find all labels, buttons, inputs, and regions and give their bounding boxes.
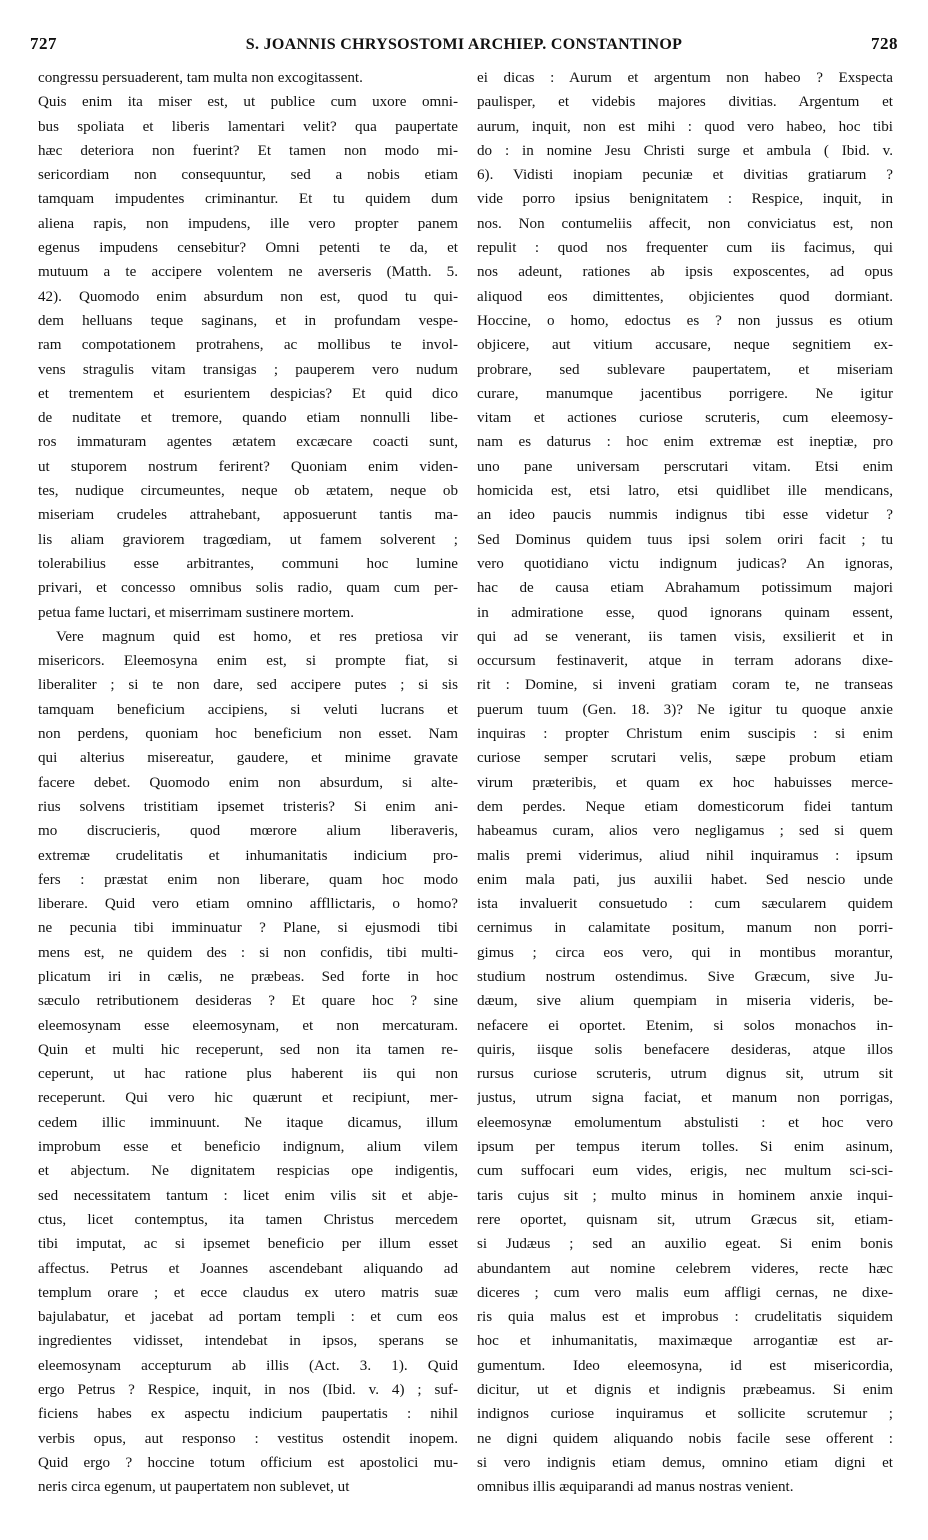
text-line: omnibus illis æquiparandi ad manus nostras venient. <box>477 1479 794 1496</box>
text-line: non perdens, quoniam hoc beneficium non esset. Nam <box>38 726 458 743</box>
running-title: S. JOANNIS CHRYSOSTOMI ARCHIEP. CONSTANTINOP <box>245 36 683 53</box>
text-line: si Judæus ; sed an auxilio egeat. Si enim bonis <box>477 1236 893 1253</box>
text-line: lis aliam graviorem tragœdiam, ut famem solverent ; <box>38 531 458 548</box>
text-line: cum suffocari eum vides, erigis, nec multum sci-sci- <box>477 1163 893 1180</box>
text-line: eleemosynam accepturum ab illis (Act. 3. 1). Quid <box>38 1357 458 1374</box>
text-line: congressu persuaderent, tam multa non excogitassent. <box>38 70 363 86</box>
running-header <box>30 34 898 62</box>
text-line: malis premi viderimus, aliud nihil inquiramus : ipsum <box>477 847 893 864</box>
text-line: ram compotationem protrahens, ac mollibus te invol- <box>38 337 458 354</box>
text-line: bus spoliata et liberis lamentari velit? qua paupertate <box>38 118 458 135</box>
text-line: vitam et actiones curiose scruteris, cum eleemosy- <box>477 410 893 427</box>
text-line: ceperunt, ut hac ratione plus haberent iis qui non <box>38 1066 458 1083</box>
text-line: taris cujus sit ; multo minus in hominem anxie inqui- <box>477 1187 893 1204</box>
text-line: vens stragulis vitam transigas ; pauperem vero nudum <box>38 361 458 378</box>
text-line: uno pane universam perscrutari vitam. Etsi enim <box>477 458 893 475</box>
text-line: ergo Petrus ? Respice, inquit, in nos (Ibid. v. 4) ; suf- <box>38 1382 458 1399</box>
text-line: ei dicas : Aurum et argentum non habeo ? Exspecta <box>477 70 893 86</box>
text-line: inquiras : propter Christum enim suscipis : si enim <box>477 726 893 743</box>
text-line: objicere, aut vitium accusare, neque segnitiem ex- <box>477 337 893 354</box>
text-line: gumentum. Ideo eleemosyna, id est misericordia, <box>477 1357 893 1374</box>
text-line: ut stuporem nostrum ferirent? Quoniam enim viden- <box>38 458 458 475</box>
text-line: sæculo retributionem desideras ? Et quare hoc ? sine <box>38 993 458 1010</box>
text-line: templum orare ; et ecce claudus ex utero matris suæ <box>38 1284 458 1301</box>
text-line: ris quia malus est et improbus : crudelitatis siquidem <box>477 1309 893 1326</box>
text-line: dæum, sive alium quempiam in miseria videris, be- <box>477 993 893 1010</box>
text-line: hoc et inhumanitatis, maximæque arrogantiæ est ar- <box>477 1333 893 1350</box>
text-line: enim mala pati, jus auxilii habet. Sed nescio unde <box>477 871 893 888</box>
text-line: vero quotidiano victu indignum judicas? An ignoras, <box>477 555 893 572</box>
text-line: Vere magnum quid est homo, et res pretiosa vir <box>56 628 458 645</box>
text-line: abundantem aut nomine celebrem videres, recte hæc <box>477 1260 893 1277</box>
text-line: affectus. Petrus et Joannes ascendebant aliquando ad <box>38 1260 458 1277</box>
text-line: ne digni quidem aliquando nobis facile sese offerent : <box>477 1430 893 1447</box>
text-line: tibi imputat, ac si ipsemet beneficio per illum esset <box>38 1236 458 1253</box>
text-line: eleemosynam esse eleemosynam, et non mercaturam. <box>38 1017 458 1034</box>
text-line: curiose semper scrutari velis, sæpe probum etiam <box>477 750 893 767</box>
text-line: homicida est, etsi latro, etsi quidlibet ille mendicans, <box>477 483 893 500</box>
text-line: mutuum a te accipere volentem ne averseris (Matth. 5. <box>38 264 458 281</box>
right-page-number: 728 <box>871 34 898 53</box>
text-line: improbum esse et beneficio indignum, alium vilem <box>38 1139 458 1156</box>
text-line: an ideo paucis nummis indignus tibi esse videtur ? <box>477 507 893 524</box>
text-line: quiris, iisque solis benefacere desideras, atque illos <box>477 1041 893 1058</box>
text-line: Quid ergo ? hoccine totum officium est apostolici mu- <box>38 1454 458 1471</box>
text-line: si vero indignis etiam demus, omnino etiam digni et <box>477 1454 893 1471</box>
text-line: qui ad se venerant, iis tamen visis, exsilierit et in <box>477 628 893 645</box>
text-line: tolerabilius esse arbitrantes, communi hoc lumine <box>38 555 458 572</box>
text-line: hæc deteriora non fuerint? Et tamen non modo mi- <box>38 142 458 159</box>
text-line: dem helluans teque saginans, et in profundam vespe- <box>38 312 458 329</box>
text-line: rursus curiose scruteris, utrum dignus sit, utrum sit <box>477 1066 893 1083</box>
text-line: bajulabatur, et jacebat ad portam templi : et cum eos <box>38 1309 458 1326</box>
right-text-column <box>477 66 893 1500</box>
text-line: repulit : quod nos frequenter cum iis facimus, qui <box>477 240 893 257</box>
text-line: vide porro ipsius benignitatem : Respice, inquit, in <box>477 191 893 208</box>
text-line: facere debet. Quomodo enim non absurdum, si alte- <box>38 774 458 791</box>
text-line: aurum, inquit, non est mihi : quod vero habeo, hoc tibi <box>477 118 893 135</box>
text-line: aliquod eos dimittentes, objicientes quod dormiant. <box>477 288 893 305</box>
text-line: nos. Non contumeliis affecit, non conviciatus est, non <box>477 215 893 232</box>
text-line: qui alterius misereatur, gaudere, et minime gravate <box>38 750 458 767</box>
text-line: virum præteribis, et quam ex hoc habuisses merce- <box>477 774 893 791</box>
text-line: ista invaluerit consuetudo : cum sæcularem quidem <box>477 896 893 913</box>
text-line: plicatum iri in cælis, ne præbeas. Sed forte in hoc <box>38 968 458 985</box>
text-line: occursum festinaverit, atque in terram adorans dixe- <box>477 653 893 670</box>
text-line: mo discrucieris, quod mœrore alium liberaveris, <box>38 823 458 840</box>
text-line: egenus impudens censebitur? Omni petenti te da, et <box>38 240 458 257</box>
text-line: probrare, sed sublevare paupertatem, et miseriam <box>477 361 893 378</box>
text-line: 6). Vidisti inopiam pecuniæ et divitias gratiarum ? <box>477 167 893 184</box>
text-line: ficiens habes ex aspectu indicium paupertatis : nihil <box>38 1406 458 1423</box>
text-line: curare, manumque jacentibus porrigere. Ne igitur <box>477 385 893 402</box>
text-line: liberaliter ; si te non dare, sed accipere putes ; si sis <box>38 677 458 694</box>
text-line: ingredientes vidisset, intendebat in ipsos, sperans se <box>38 1333 458 1350</box>
left-text-column <box>38 66 458 1500</box>
text-line: neris circa egenum, ut paupertatem non sublevet, ut <box>38 1479 350 1496</box>
text-line: diceres ; cum vero malis eum affligi cernas, ne dixe- <box>477 1284 893 1301</box>
text-line: cernimus in calamitate positum, manum non porri- <box>477 920 893 937</box>
text-line: tamquam beneficium accipiens, si veluti lucrans et <box>38 701 458 718</box>
text-line: 42). Quomodo enim absurdum non est, quod tu qui- <box>38 288 458 305</box>
text-line: ctus, licet contemptus, ita tamen Christus mercedem <box>38 1211 458 1228</box>
text-line: tes, nudique circumeuntes, neque ob ætatem, neque ob <box>38 483 458 500</box>
text-line: ne pecunia tibi imminuatur ? Plane, si ejusmodi tibi <box>38 920 458 937</box>
text-line: rius solvens tristitiam ipsemet tristeris? Si enim ani- <box>38 798 458 815</box>
text-line: habeamus curam, alios vero negligamus ; sed si quem <box>477 823 893 840</box>
text-line: Sed Dominus quidem tuus ipsi solem oriri facit ; tu <box>477 531 893 548</box>
text-line: studium nostrum ostendimus. Sive Græcum, sive Ju- <box>477 968 893 985</box>
text-line: tamquam impudentes criminantur. Et tu quidem dum <box>38 191 458 208</box>
text-line: sericordiam non consequuntur, sed a nobis etiam <box>38 167 458 184</box>
text-line: Quin et multi hic receperunt, sed non ita tamen re- <box>38 1041 458 1058</box>
text-line: privari, et concesso omnibus solis radio, quam cum per- <box>38 580 458 597</box>
text-line: et trementem et esurientem despicias? Et quid dico <box>38 385 458 402</box>
text-line: puerum tuum (Gen. 18. 3)? Ne igitur tu quoque anxie <box>477 701 893 718</box>
text-line: ipsum per tempus iterum tolles. Si enim asinum, <box>477 1139 893 1156</box>
text-line: hac de causa etiam Abrahamum potissimum majori <box>477 580 893 597</box>
text-line: miseriam crudeles attrahebant, apposuerunt tantis ma- <box>38 507 458 524</box>
text-line: receperunt. Qui vero hic quærunt et recipiunt, mer- <box>38 1090 458 1107</box>
text-line: misericors. Eleemosyna enim est, si prompte fiat, si <box>38 653 458 670</box>
text-line: gimus ; circa eos vero, qui in montibus morantur, <box>477 944 893 961</box>
text-line: Quis enim ita miser est, ut publice cum uxore omni- <box>38 94 458 111</box>
text-line: verbis opus, aut responso : vestitus ostendit inopem. <box>38 1430 458 1447</box>
text-line: fers : præstat enim non liberare, quam hoc modo <box>38 871 458 888</box>
text-line: liberare. Quid vero etiam omnino affllictaris, o homo? <box>38 896 458 913</box>
text-line: eleemosynæ emolumentum abstulisti : et hoc vero <box>477 1114 893 1131</box>
text-line: rere oportet, quisnam sit, utrum Græcus sit, etiam- <box>477 1211 893 1228</box>
text-line: dem perdes. Neque etiam domesticorum fidei tantum <box>477 798 893 815</box>
text-line: cedem illic imminuunt. Ne itaque dicamus, illum <box>38 1114 458 1131</box>
text-line: paulisper, et videbis majores divitias. Argentum et <box>477 94 893 111</box>
text-line: sed necessitatem tantum : licet enim vilis sit et abje- <box>38 1187 458 1204</box>
text-line: nam es daturus : hoc enim extremæ est ineptiæ, pro <box>477 434 893 451</box>
text-line: et abjectum. Ne dignitatem respicias ope indigentis, <box>38 1163 458 1180</box>
text-line: indignos curiose inquiramus et sollicite scrutemur ; <box>477 1406 893 1423</box>
text-line: nos adeunt, rationes ab ipsis exposcentes, ad opus <box>477 264 893 281</box>
text-line: in admiratione esse, quod ignorans quinam essent, <box>477 604 893 621</box>
text-line: dicitur, ut et dignis et indignis præbeamus. Si enim <box>477 1382 893 1399</box>
text-line: aliena rapis, non impudens, ille vero propter panem <box>38 215 458 232</box>
text-line: nefacere ei oportet. Etenim, si solos monachos in- <box>477 1017 893 1034</box>
text-line: ros immaturam agentes ætatem excæcare coacti sunt, <box>38 434 458 451</box>
text-line: justus, utrum signa faciat, et manum non porrigas, <box>477 1090 893 1107</box>
left-page-number: 727 <box>30 34 57 53</box>
text-line: de nuditate et tremore, quando etiam nonnulli libe- <box>38 410 458 427</box>
text-line: petua fame luctari, et miserrimam sustinere mortem. <box>38 604 355 621</box>
text-line: mens est, ne quidem des : si non confidis, tibi multi- <box>38 944 458 961</box>
text-line: rit : Domine, si inveni gratiam coram te, ne transeas <box>477 677 893 694</box>
text-line: extremæ crudelitatis et inhumanitatis indicium pro- <box>38 847 458 864</box>
text-line: Hoccine, o homo, edoctus es ? non jussus es otium <box>477 312 893 329</box>
text-line: do : in nomine Jesu Christi surge et ambula ( Ibid. v. <box>477 142 893 159</box>
